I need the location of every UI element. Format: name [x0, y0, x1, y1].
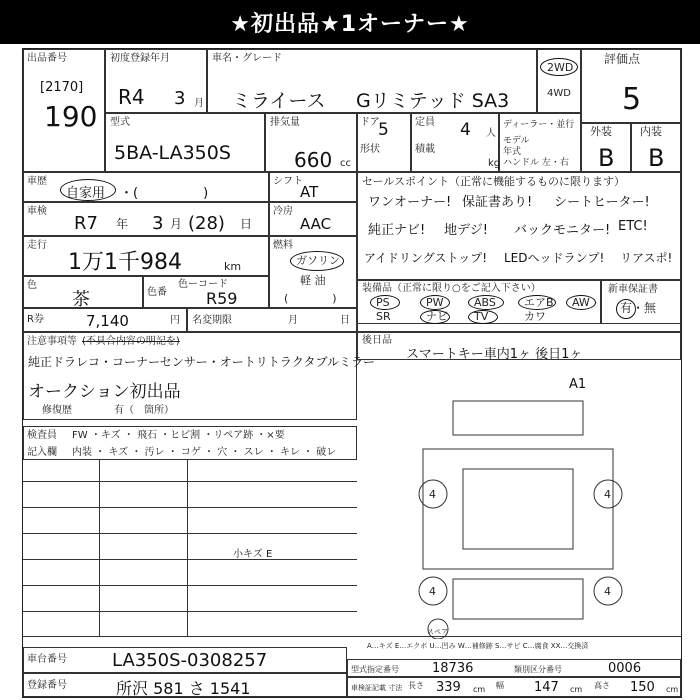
mileage-value: 1万1千984: [68, 250, 182, 275]
type-code-cell: [347, 659, 681, 677]
chassis-value: LA350S-0308257: [112, 650, 268, 671]
tire-mark: 4: [429, 488, 436, 501]
drive-cell: [537, 49, 581, 113]
grid-line: [187, 460, 188, 636]
tire-mark: 4: [604, 488, 611, 501]
mileage-cell: [23, 236, 269, 276]
inspector-items: FW ・キズ ・ 飛石 ・ヒビ割 ・リペア跡 ・×要: [72, 430, 285, 441]
dims-h-label: 高さ: [594, 681, 610, 690]
dims-height: 150: [630, 680, 655, 695]
reg-month: 3: [174, 88, 186, 109]
type-code-value: 18736: [432, 661, 474, 676]
car-label: 車名・グレード: [212, 53, 282, 64]
drive-selected: 2WD: [547, 61, 574, 74]
seats-unit: 人: [486, 128, 496, 139]
equip-item: ナビ: [426, 310, 448, 323]
fuel-cell: [269, 236, 357, 308]
sales-point-item: ワンオーナー!: [368, 195, 452, 210]
car-diagram: [393, 379, 663, 639]
sales-points-cell: [357, 172, 681, 280]
ext-label: 外装: [590, 125, 612, 138]
color-num-label: 色番: [147, 287, 167, 298]
recycle-label: R券: [27, 314, 44, 325]
mileage-label: 走行: [27, 240, 47, 251]
after-cell: [357, 332, 681, 360]
dims-l-label: 長さ: [408, 681, 424, 690]
load-unit: kg: [488, 158, 501, 169]
notes-label: 注意事項等: [27, 336, 77, 347]
inspection-form: [22, 48, 682, 698]
after-label: 後日品: [362, 335, 392, 346]
inspection-cell: [23, 202, 269, 236]
reg-month-unit: 月: [194, 98, 204, 109]
dims-unit: cm: [570, 685, 583, 694]
usage-value: 自家用: [66, 186, 106, 201]
sales-point-item: 純正ナビ!: [368, 223, 426, 238]
type-code-cat-label: 類別区分番号: [514, 665, 562, 674]
hood-outline: [453, 401, 583, 435]
dealer-cell: [499, 113, 581, 172]
model-cell: [105, 113, 265, 172]
type-code-label: 型式指定番号: [351, 665, 399, 674]
fuel-selected: ガソリン: [296, 254, 340, 267]
reg-era: R4: [118, 85, 145, 109]
usage-label: 車歴: [27, 176, 47, 187]
shift-label: シフト: [273, 176, 303, 187]
usage-other: ・( ): [120, 186, 209, 201]
usage-cell: [23, 172, 269, 202]
car-name: ミライース: [232, 90, 326, 112]
equip-item: エアB: [524, 296, 554, 309]
recycle-unit: 円: [170, 315, 180, 326]
plate-value: 所沢 581 さ 1541: [116, 679, 251, 698]
dims-w-label: 幅: [496, 681, 504, 690]
warranty-cell: [601, 280, 681, 324]
tire-mark: 4: [429, 585, 436, 598]
mileage-unit: km: [224, 260, 242, 273]
equip-label: 装備品（正常に限り○をご記入下さい）: [362, 283, 541, 294]
shift-value: AT: [300, 183, 319, 201]
grid-line: [99, 460, 100, 636]
color-value: 茶: [72, 289, 90, 310]
int-label: 内装: [640, 125, 662, 138]
name-period-label: 名変期限: [192, 315, 232, 326]
sales-point-item: シートヒーター!: [554, 195, 650, 210]
equip-item: PW: [426, 296, 444, 309]
sales-point-item: 地デジ!: [444, 223, 488, 238]
spare-label: スペア: [427, 628, 448, 636]
ac-label: 冷房: [273, 206, 293, 217]
grid-line: [23, 507, 357, 508]
warranty-value: 有・無: [620, 301, 657, 315]
equip-item: カワ: [524, 310, 546, 323]
inspection-label: 車検: [27, 206, 47, 217]
inspector-label: 検査員: [27, 430, 57, 441]
dealer-model-year: モデル 年式: [503, 136, 530, 157]
int-value: B: [648, 144, 665, 172]
ac-cell: [269, 202, 357, 236]
dealer-handle: ハンドル 左・右: [503, 158, 569, 168]
after-value: スマートキー車内1ヶ 後日1ヶ: [406, 347, 583, 362]
sales-point-item: 保証書あり!: [462, 195, 533, 210]
dims-cell: [347, 677, 681, 697]
equip-cell: [357, 280, 601, 324]
reg-cell: [105, 49, 207, 113]
roof-outline: [463, 469, 573, 549]
engine-unit: cc: [340, 158, 351, 169]
model-label: 型式: [110, 117, 130, 128]
tire-mark: 4: [604, 585, 611, 598]
score-cell: [581, 49, 681, 123]
shift-cell: [269, 172, 357, 202]
banner-title: ★初出品★1オーナー★: [0, 0, 700, 44]
engine-cell: [265, 113, 357, 172]
notes-cell: [23, 332, 376, 420]
name-period-cell: [187, 308, 357, 332]
color-label: 色: [27, 280, 37, 291]
name-period-day: 日: [340, 315, 350, 326]
grid-line: [23, 585, 357, 586]
dims-width: 147: [534, 680, 559, 695]
inspection-year-unit: 年: [116, 217, 129, 231]
seats-label: 定員: [415, 117, 435, 128]
sales-point-item: LEDヘッドランプ!: [504, 251, 605, 265]
reg-label: 初度登録年月: [110, 53, 170, 64]
warranty-label: 新車保証書: [608, 284, 658, 295]
diagram-top-mark: A1: [569, 377, 587, 392]
lot-cell: [23, 49, 105, 172]
inspection-month: 3: [152, 213, 164, 234]
equip-item: PS: [376, 296, 390, 309]
fuel-other: 軽 油: [300, 274, 326, 287]
ext-value: B: [598, 144, 615, 172]
color-code: R59: [206, 289, 238, 308]
ac-value: AAC: [300, 215, 332, 233]
doors-label: ドア: [360, 117, 380, 128]
dims-unit: cm: [473, 685, 486, 694]
plate-cell: [23, 673, 347, 697]
lot-label: 出品番号: [27, 53, 67, 64]
inspector-label2: 記入欄: [27, 447, 57, 458]
equip-item: TV: [474, 310, 489, 323]
body-outline: [423, 449, 613, 569]
doors-cell: [357, 113, 411, 172]
grid-line: [23, 611, 357, 612]
sales-points-label: セールスポイント（正常に機能するものに限ります）: [362, 175, 626, 188]
drive-other: 4WD: [547, 88, 571, 99]
color-code-cell: [143, 276, 269, 308]
diagram-note: 小キズ E: [233, 549, 273, 560]
grid-line: [23, 481, 357, 482]
score-label: 評価点: [604, 52, 641, 66]
engine-value: 660: [294, 148, 333, 172]
inspection-day-unit: 日: [240, 217, 253, 231]
equip-item: SR: [376, 310, 391, 323]
sales-point-item: アイドリングストップ!: [364, 251, 488, 265]
recycle-value: 7,140: [86, 312, 129, 330]
notes-struck: (不具合内容の明記を): [82, 336, 180, 347]
lot-sub: [2170]: [40, 80, 84, 95]
dims-unit: cm: [666, 685, 679, 694]
fuel-paren: ( ): [284, 292, 337, 305]
engine-label: 排気量: [270, 117, 300, 128]
shape-label: 形状: [360, 144, 380, 155]
car-grade: Gリミテッド SA3: [356, 90, 510, 112]
sales-point-item: バックモニター!: [514, 223, 611, 238]
repair-label: 修復歴: [42, 405, 72, 416]
inspection-day: (28): [188, 213, 225, 234]
int-score-cell: [631, 123, 681, 172]
load-label: 積載: [415, 144, 435, 155]
inspector-items2: 内装 ・ キズ ・ 汚レ ・ コゲ ・ 穴 ・ スレ ・ キレ ・ 破レ: [72, 447, 337, 458]
inspection-era: R7: [74, 213, 98, 234]
dims-length: 339: [436, 680, 461, 695]
chassis-label: 車台番号: [27, 654, 67, 665]
grid-line: [23, 559, 357, 560]
inspection-month-unit: 月: [170, 217, 183, 231]
grid-line: [23, 533, 357, 534]
trunk-outline: [453, 579, 583, 619]
equip-item: AW: [572, 296, 590, 309]
recycle-cell: [23, 308, 187, 332]
score-value: 5: [622, 82, 642, 117]
notes-line1: 純正ドラレコ・コーナーセンサー・オートリトラクタブルミラー: [28, 355, 376, 369]
type-code-cat: 0006: [608, 661, 642, 676]
inspector-cell: [23, 426, 357, 460]
plate-label: 登録番号: [27, 680, 67, 691]
name-period-month: 月: [288, 315, 298, 326]
model-value: 5BA-LA350S: [114, 142, 231, 164]
sales-point-item: ETC!: [618, 219, 648, 234]
seats-value: 4: [460, 120, 471, 140]
equip-item: ABS: [474, 296, 496, 309]
color-code-label: 色ーコード: [178, 279, 228, 290]
dims-label: 車検証記載 寸法: [351, 684, 403, 692]
after-divider: [357, 324, 681, 332]
sales-point-item: リアスポ!: [620, 251, 673, 265]
notes-line2: オークション初出品: [28, 382, 181, 402]
seats-cell: [411, 113, 499, 172]
repair-value: 有（ 箇所）: [114, 405, 174, 416]
doors-value: 5: [378, 120, 389, 140]
chassis-cell: [23, 647, 347, 673]
color-cell: [23, 276, 143, 308]
legend: A…キズ E…エクボ U…凹み W…補修跡 S…サビ C…腐食 XX…交換済: [367, 642, 589, 650]
ext-score-cell: [581, 123, 631, 172]
fuel-label: 燃料: [273, 240, 293, 251]
car-cell: [207, 49, 537, 113]
dealer-label: ディーラー・並行: [503, 120, 575, 130]
lot-number: 190: [44, 100, 98, 133]
